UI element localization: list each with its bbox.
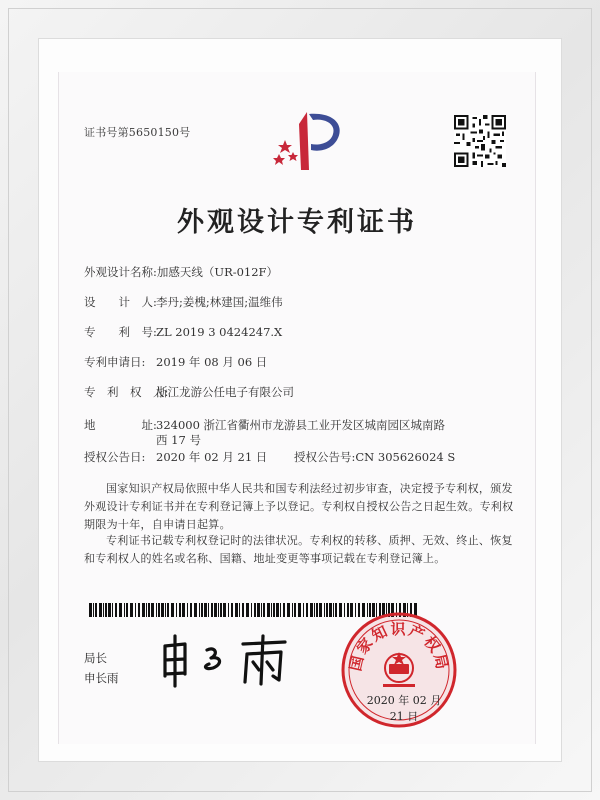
field-patentee [84,384,294,400]
field-label: 地 址: [84,418,157,432]
field-label: 授权公告日: [84,450,146,464]
director-signature [155,632,295,688]
field-value: 李丹;姜槐;林建国;温维伟 [156,295,283,309]
field-value: 浙江龙游公任电子有限公司 [156,385,294,399]
field-label: 专利申请日: [84,355,146,369]
seal-text: 国家知识产权局 [346,620,452,673]
field-label: 设 计 人: [84,295,157,309]
grant-paragraph: 国家知识产权局依照中华人民共和国专利法经过初步审查，决定授予专利权，颁发外观设计专利证书并在专利登记簿上予以登记。专利权自授权公告之日起生效。专利权期限为十年，自申请日起算。 [84,482,514,531]
field-value: ZL 2019 3 0424247.X [156,325,283,339]
field-label: 专 利 号: [84,325,157,339]
field-value: 加感天线（UR-012F） [156,265,279,279]
field-patent-number [84,324,282,340]
director-name: 申长雨 [84,671,119,685]
qr-code-icon [454,115,506,167]
registration-paragraph: 专利证书记载专利权登记时的法律状况。专利权的转移、质押、无效、终止、恢复和专利权人的姓名或名称、国籍、地址变更等事项记载在专利登记簿上。 [84,534,513,565]
field-value: CN 305626024 S [355,450,456,464]
cnipa-logo-icon [257,104,357,174]
seal-date: 2020 年 02 月 21 日 [366,694,442,723]
field-designer [84,294,283,310]
field-label: 授权公告号: [294,450,356,464]
field-design-name [84,264,278,280]
field-value: 324000 浙江省衢州市龙游县工业开发区城南园区城南路 [156,418,446,432]
field-address [84,417,445,433]
field-value: 2020 年 02 月 21 日 [156,450,268,464]
field-grant-date [84,449,267,465]
certificate-document [58,72,536,744]
field-label: 外观设计名称: [84,265,157,279]
field-grant-number [294,449,455,465]
field-label: 专 利 权 人: [84,385,169,399]
field-value: 2019 年 08 月 06 日 [156,355,268,369]
field-filing-date [84,354,267,370]
certificate-number: 证书号第5650150号 [84,126,191,139]
field-address-line2: 西 17 号 [156,433,201,447]
director-title: 局长 [84,651,107,665]
page-title: 外观设计专利证书 [177,207,417,238]
